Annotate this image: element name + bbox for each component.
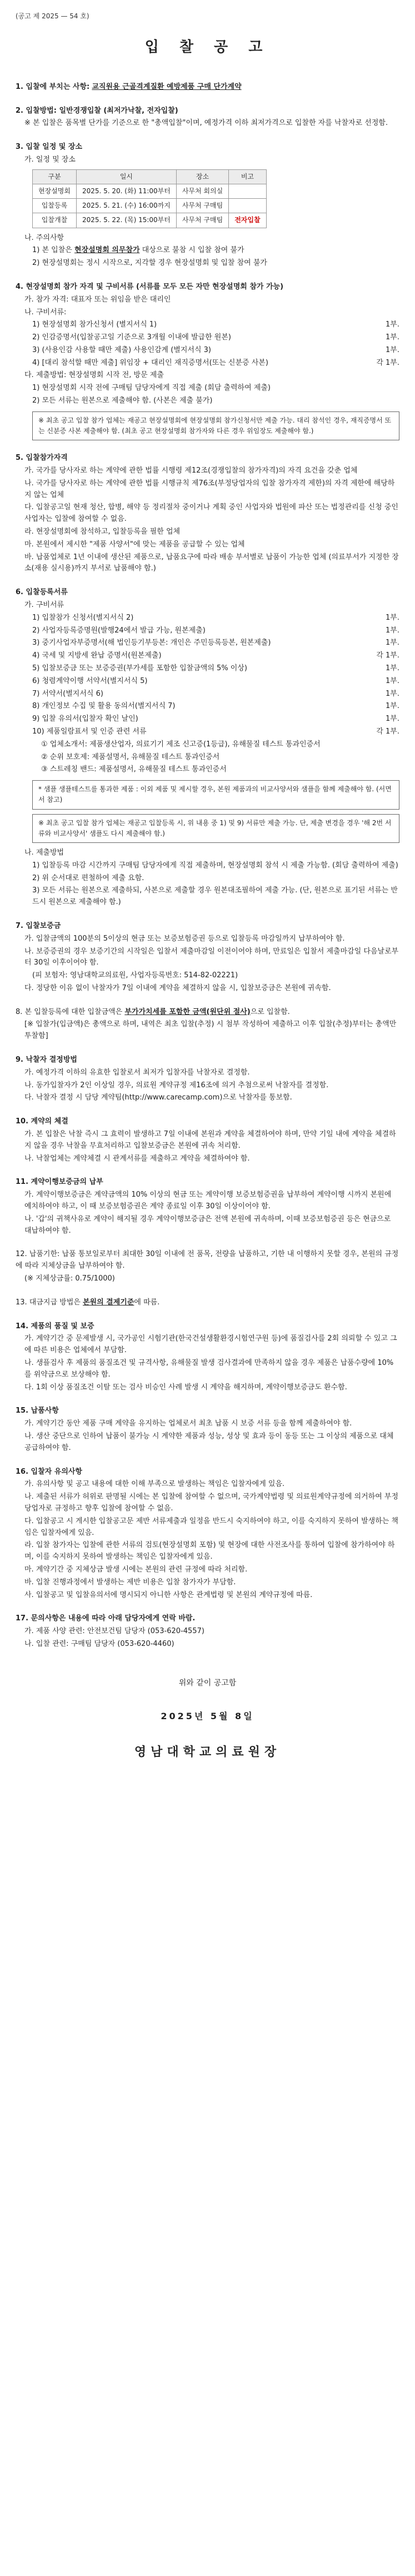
- section-4-title: 4. 현장설명회 참가 자격 및 구비서류 (서류를 모두 모든 자만 현장설명회 참가 가능): [16, 282, 284, 291]
- section-9: [16, 1054, 399, 1104]
- schedule-cell-note: 전자입찰: [229, 213, 266, 228]
- schedule-table: [32, 169, 267, 228]
- list-item: [16, 612, 399, 624]
- note-text: 대상으로 불참 시 입찰 참여 불가: [139, 246, 244, 255]
- section-2-title: 2. 입찰방법: 일반경쟁입찰 (최저가낙찰, 전자입찰): [16, 106, 178, 115]
- list-item: (피 보험자: 영남대학교의료원, 사업자등록번호: 514-82-02221): [32, 971, 238, 980]
- list-item: 다. 1회 이상 품질조건 이탈 또는 검사 비승인 사례 발생 시 계약을 해지하며, 계약이행보증금도 환수함.: [24, 1383, 347, 1392]
- section-12-note: (※ 지체상금률: 0.75/1000): [24, 1274, 115, 1283]
- item-text: 2) 인감증명서(입찰공고일 기준으로 3개월 이내에 발급한 원본): [32, 333, 231, 342]
- item-text: 4) 국세 및 지방세 완납 증명서(원본제출): [32, 651, 162, 660]
- section-6-notice-box-1: * 샘플 생플테스트를 통과한 제품 : 이외 제품 및 제시할 경우, 본원 제품과의 비교사양서와 샘플을 함께 제출해야 함. (서면서 참고): [32, 780, 399, 809]
- schedule-cell: 사무처 구매팀: [176, 199, 228, 213]
- schedule-header: 장소: [176, 169, 228, 184]
- section-12: [16, 1249, 399, 1284]
- highlight: 부가가치세를 포함한 금액(원단위 절사): [124, 1007, 251, 1016]
- list-item: [16, 689, 399, 700]
- schedule-header: 구분: [33, 169, 77, 184]
- section-14-title: 14. 제품의 품질 및 보증: [16, 1322, 94, 1330]
- item-text: 5) 입찰보증금 또는 보증증권(부가세를 포함한 입찰금액의 5% 이상): [32, 664, 247, 672]
- table-row: [33, 184, 267, 198]
- section-6: [16, 587, 399, 908]
- item-text: 7) 서약서(별지서식 6): [32, 689, 103, 698]
- section-6-b2: 2) 위 순서대로 편철하여 제출 요함.: [32, 873, 144, 882]
- section-12-text: 12. 납품기한: 납품 통보일로부터 최대한 30일 이내에 전 품목, 전량을 납품하고, 기한 내 이행하지 못할 경우, 본원의 규정에 따라 지체상금을 납부하여야 함.: [16, 1250, 399, 1271]
- list-item: 나. 동가입찰자가 2인 이상일 경우, 의료원 계약규정 제16조에 의거 추첨으로써 낙찰자를 결정함.: [24, 1081, 329, 1089]
- item-text: 8) 개인정보 수집 및 활용 동의서(별지서식 7): [32, 702, 176, 711]
- section-1: [16, 82, 399, 93]
- list-item: 나. 생산 중단으로 인하여 납품이 불가능 시 계약한 제품과 성능, 성상 및 효과 등이 동등 또는 그 이상의 제품으로 대체 공급하여야 함.: [24, 1432, 394, 1452]
- section-7-title: 7. 입찰보증금: [16, 921, 61, 930]
- item-text: 1) 입찰참가 신청서(별지서식 2): [32, 613, 134, 622]
- list-item: 나. 생플검사 후 제품의 품질조건 및 규격사항, 유해물질 발생 검사결과에 만족하지 않을 경우 제품은 납품수량에 10%를 위약금으로 보상해야 함.: [24, 1359, 394, 1379]
- list-item: [16, 358, 399, 369]
- section-4-c1: 1) 현장설명회 시작 전에 구매팀 담당자에게 직접 제출 (회담 출력하여 제출): [32, 384, 271, 393]
- list-item: [16, 345, 399, 356]
- item-text: 3) 중기사업자부증명서(해 법인등기부등본: 개인은 주민등록등본, 원본제출): [32, 639, 271, 647]
- item-count: 1부.: [386, 702, 399, 711]
- list-item: 나. 보증증권의 경우 보증기간의 시작일은 입찰서 제출마감일 이전이어야 하며, 만료일은 입찰서 제출마감일 다음날로부터 30일 이후이어야 함.: [24, 947, 399, 967]
- section-3-sub: 가. 일정 및 장소: [24, 155, 76, 164]
- section-13: [16, 1297, 399, 1309]
- list-item: 라. 입찰 참가자는 입찰에 관한 서류의 검토(현장설명회 포함) 및 현장에 대한 사전조사를 통하여 입찰에 참가하여야 하며, 이를 숙지하지 못하여 발생하는 책임은 입찰자에게 있음.: [24, 1541, 395, 1561]
- section-15: [16, 1405, 399, 1454]
- section-4-b: 나. 구비서류:: [24, 308, 67, 317]
- section-9-title: 9. 낙찰자 결정방법: [16, 1056, 77, 1064]
- list-item: [16, 701, 399, 712]
- section-6-b3: 3) 모든 서류는 원본으로 제출하되, 사본으로 제출할 경우 원본대조필하여 제출 가능. (단, 원본으로 표기된 서류는 반드시 원본으로 제출해야 함.): [32, 886, 398, 907]
- section-6-b: 나. 제출방법: [24, 848, 64, 857]
- item-count: 1부.: [386, 345, 399, 354]
- section-8-note: [※ 입찰가(입금액)은 총액으로 하며, 내역은 최초 입찰(추정) 시 첨부 작성하여 제출하고 이후 입찰(추정)부터는 총액만 투찰함]: [24, 1020, 397, 1041]
- list-item: 가. 입찰금액의 100분의 5이상의 현금 또는 보증보험증권 등으로 입찰등록 마감일까지 납부하여야 함.: [24, 934, 345, 943]
- highlight: 본원의 결제기준: [82, 1298, 134, 1307]
- section-11-title: 11. 계약이행보증금의 납부: [16, 1178, 103, 1187]
- section-16-title: 16. 입찰자 유의사항: [16, 1467, 82, 1476]
- section-5-title: 5. 입찰참가자격: [16, 454, 68, 463]
- section-3: [16, 142, 399, 269]
- section-8-text: [16, 1007, 399, 1018]
- list-item: 나. 제출된 서류가 허위로 판명될 시에는 본 입찰에 참여할 수 없으며, 국가계약법령 및 의료원계약규정에 의거하여 부정당업자로 규정하고 향후 입찰에 참여할 수 없음.: [24, 1493, 399, 1513]
- list-item: 다. 입찰공고일 현재 청산, 합병, 해약 등 정리절차 중이거나 계획 중인 사업자와 법원에 파산 또는 법정관리를 신청 중인 사업자는 입찰에 참여할 수 없음.: [24, 503, 398, 524]
- list-item: 가. 계약기간 중 문제발생 시, 국가공인 시험기관(한국건설생활환경시험연구원 등)에 품질검사를 2회 의뢰할 수 있고 그에 따른 비용은 업체에서 부담함.: [24, 1334, 397, 1355]
- text: 에 따름.: [134, 1298, 160, 1307]
- section-5: [16, 453, 399, 575]
- section-2-note: ※ 본 입찰은 품목별 단가를 기준으로 한 "총액입찰"이며, 예정가격 이하 최저가격으로 입찰한 자를 낙찰자로 선정함.: [24, 119, 388, 128]
- list-item: 마. 본원에서 제시한 "제품 사양서"에 맞는 제품을 공급할 수 있는 업체: [24, 540, 245, 549]
- list-item: [16, 332, 399, 344]
- section-6-a: 가. 구비서류: [24, 601, 64, 610]
- item-count: 각 1부.: [376, 727, 399, 736]
- schedule-cell: 2025. 5. 21. (수) 16:00까지: [76, 199, 176, 213]
- section-3-note-1: [16, 245, 399, 257]
- list-item: [16, 714, 399, 725]
- section-3-title: 3. 입찰 일정 및 장소: [16, 143, 82, 152]
- page-title: 입 찰 공 고: [144, 39, 271, 56]
- notice-date: 2025년 5월 8일: [161, 1711, 254, 1722]
- schedule-header: 비고: [229, 169, 266, 184]
- section-6-b1: 1) 입찰등록 마감 시간까지 구매팀 담당자에게 직접 제출하며, 현장설명회 참석 시 제출 가능함. (회담 출력하여 제출): [32, 861, 398, 870]
- schedule-cell: [229, 199, 266, 213]
- table-row: [33, 213, 267, 228]
- schedule-header: 일시: [76, 169, 176, 184]
- section-15-title: 15. 납품사항: [16, 1407, 59, 1415]
- section-10-title: 10. 계약의 체결: [16, 1117, 68, 1126]
- list-item: [16, 726, 399, 738]
- section-1-text: 교직원용 근골격계질환 예방제품 구매 단가계약: [92, 82, 242, 91]
- list-item: 가. 계약기간 동안 제품 구매 계약을 유지하는 업체로서 최초 납품 시 보증 서류 등을 함께 제출하여야 함.: [24, 1419, 352, 1428]
- item-count: 1부.: [386, 613, 399, 622]
- item-count: 1부.: [386, 626, 399, 635]
- list-item: 나. '갑'의 귀책사유로 계약이 해지될 경우 계약이행보증금은 전액 본원에 귀속하며, 이때 보증보험증권 등은 현금으로 대납하여야 함.: [24, 1214, 391, 1235]
- item-text: 1) 현장설명회 참가신청서 (별지서식 1): [32, 320, 157, 329]
- section-11: [16, 1177, 399, 1237]
- list-item: 라. 현장설명회에 참석하고, 입찰등록을 필한 업체: [24, 528, 181, 536]
- table-row: [33, 199, 267, 213]
- text: 8. 본 입찰등록에 대한 입찰금액은: [16, 1007, 125, 1016]
- item-text: 9) 입찰 유의서(입찰자 확인 날인): [32, 715, 138, 724]
- schedule-cell: 현장설명회: [33, 184, 77, 198]
- list-item: [16, 663, 399, 675]
- item-count: 1부.: [386, 320, 399, 329]
- list-item: 가. 본 입찰은 낙찰 즉시 그 효력이 발생하고 7일 이내에 본원과 계약을 체결하여야 하며, 만약 기일 내에 계약을 체결하지 않을 경우 낙찰을 무효처리하고 입찰보증금은 본원에 귀속 처리함.: [24, 1130, 396, 1150]
- item-count: 1부.: [386, 639, 399, 647]
- section-4-notice-box: ※ 최초 공고 입찰 참가 업체는 재공고 현장설명회에 현장설명회 참가신청서만 제출 가능. 대리 참석인 경우, 재직증명서 또는 신분증 사본 제출해야 함. (최초 공고 현장설명회 참가자와 다른 경우 위임장도 제출해야 함.): [32, 411, 399, 440]
- schedule-cell: 입찰등록: [33, 199, 77, 213]
- item-text: 2) 사업자등록증명원(발행24에서 발급 가능, 원본제출): [32, 626, 206, 635]
- section-3-sub2: 나. 주의사항: [24, 233, 64, 242]
- item-count: 1부.: [386, 664, 399, 672]
- list-item: 가. 제품 사양 관련: 안전보건팀 담당자 (053-620-4557): [24, 1627, 204, 1636]
- section-16: [16, 1467, 399, 1601]
- section-13-text: [16, 1297, 399, 1309]
- section-3-note-2: 2) 현장설명회는 정시 시작으로, 지각할 경우 현장설명회 및 입찰 참여 불가: [32, 259, 267, 268]
- list-item: 바. 납품업체로 1년 이내에 생산된 제품으로, 납품요구에 따라 배송 부서별로 납품이 가능한 업체 (의료부서가 지정한 장소(재용 실시용)까지 부서로 납품해야 함.): [24, 553, 399, 573]
- section-17-title: 17. 문의사항은 내용에 따라 아래 담당자에게 연락 바람.: [16, 1614, 196, 1623]
- section-4: [16, 282, 399, 440]
- note-highlight: 현장설명회 의무참가: [74, 246, 140, 255]
- item-text: 4) [대리 참석할 때만 제출] 위임장 + 대리인 재직증명서(또는 신분증 사본): [32, 358, 268, 367]
- list-item: 바. 입찰 진행과정에서 발생하는 제반 비용은 입찰 참가자가 부담함.: [24, 1578, 236, 1586]
- section-7: [16, 921, 399, 995]
- list-item: 가. 유의사항 및 공고 내용에 대한 이해 부족으로 발생하는 책임은 입찰자에게 있음.: [24, 1480, 285, 1489]
- list-item: [16, 625, 399, 637]
- list-item: 나. 낙찰업체는 계약체결 시 관계서류를 제출하고 계약을 체결하여야 함.: [24, 1154, 250, 1163]
- section-10: [16, 1116, 399, 1164]
- text: 으로 입찰함.: [250, 1007, 290, 1016]
- item-count: 각 1부.: [376, 358, 399, 367]
- section-4-a: 가. 참가 자격: 대표자 또는 위임을 받은 대리인: [24, 295, 171, 304]
- list-item: 나. 국가를 당사자로 하는 계약에 관한 법률 시행규칙 제76조(부정당업자의 입찰 참가자격 제한)의 자격 제한에 해당하지 않는 업체: [24, 479, 395, 499]
- schedule-cell: 사무처 구매팀: [176, 213, 228, 228]
- list-item: 가. 계약이행보증금은 계약금액의 10% 이상의 현금 또는 계약이행 보증보험증권을 납부하여 계약이행 시까지 본원에 예치하여야 하고, 이 때 보증보험증권은 계약 종료일 이후 30일 이상이어야 함.: [24, 1191, 392, 1211]
- item-text: 10) 제품일람표서 및 인증 관련 서류: [32, 727, 147, 736]
- list-item: 다. 입찰공고 시 게시한 입찰공고문 제반 서류제출과 일정을 반드시 숙지하여야 하고, 이를 숙지하지 못하여 발생하는 책임은 입찰자에게 있음.: [24, 1517, 399, 1537]
- list-item: 가. 국가를 당사자로 하는 계약에 관한 법률 시행령 제12조(경쟁입찰의 참가자격)의 자격 요건을 갖춘 업체: [24, 466, 358, 475]
- item-text: 3) (사용인감 사용할 때만 제출) 사용인감계 (별지서식 3): [32, 345, 211, 354]
- item-count: 1부.: [386, 676, 399, 685]
- schedule-cell: [229, 184, 266, 198]
- sub-item: ① 업체소개서: 제품생산업자, 의료기기 제조 신고증(1등급), 유해물질 테스트 통과인증서: [41, 740, 321, 749]
- section-4-c: 다. 제출방법: 현장설명회 시작 전, 방문 제출: [24, 371, 164, 380]
- note-text: 1) 본 입찰은: [32, 246, 74, 255]
- issuer-name: 영남대학교의료원장: [134, 1745, 281, 1759]
- section-17: [16, 1613, 399, 1650]
- item-text: 6) 청렴계약이행 서약서(별지서식 5): [32, 676, 148, 685]
- sub-item: ③ 스트레칭 밴드: 제품설명서, 유해물질 테스트 통과인증서: [41, 765, 227, 774]
- list-item: [16, 676, 399, 687]
- section-6-notice-box-2: ※ 최초 공고 입찰 참가 업체는 재공고 입찰등록 시, 위 내용 중 1) 및 9) 서류만 제출 가능. 단, 제출 변경을 경우 '해 2번 서류와 비교사양서' 샘플도 다시 제출해야 함.): [32, 814, 399, 843]
- section-8: [16, 1007, 399, 1042]
- item-count: 1부.: [386, 333, 399, 342]
- item-count: 1부.: [386, 689, 399, 698]
- section-6-title: 6. 입찰등록서류: [16, 588, 68, 597]
- schedule-cell: 2025. 5. 22. (목) 15:00부터: [76, 213, 176, 228]
- section-1-title: 1. 입찰에 부치는 사항:: [16, 82, 90, 91]
- list-item: 다. 정당한 이유 없이 낙찰자가 7일 이내에 계약을 체결하지 않을 시, 입찰보증금은 본원에 귀속함.: [24, 983, 331, 992]
- list-item: 마. 계약기간 중 지체상금 발생 시에는 본원의 관련 규정에 따라 처리함.: [24, 1565, 248, 1574]
- list-item: 사. 입찰공고 및 입찰유의서에 명시되지 아니한 사항은 관계법령 및 본원의 계약규정에 따름.: [24, 1590, 313, 1599]
- text: 13. 대금지급 방법은: [16, 1298, 83, 1307]
- list-item: 가. 예정가격 이하의 유효한 입찰로서 최저가 입찰자를 낙찰자로 결정함.: [24, 1068, 250, 1077]
- closing-text: 위와 같이 공고함: [178, 1678, 237, 1688]
- list-item: 나. 입찰 관련: 구매팀 담당자 (053-620-4460): [24, 1639, 174, 1648]
- schedule-cell: 입찰개찰: [33, 213, 77, 228]
- publication-number: (공고 제 2025 — 54 호): [16, 12, 89, 20]
- section-4-c2: 2) 모든 서류는 원본으로 제출해야 함. (사본은 제출 불가): [32, 396, 213, 405]
- schedule-cell: 사무처 회의실: [176, 184, 228, 198]
- list-item: 다. 낙찰자 결정 시 담당 계약팀(http://www.carecamp.com)으로 낙찰자를 통보함.: [24, 1093, 292, 1102]
- item-count: 각 1부.: [376, 651, 399, 660]
- sub-item: ② 순위 보호제: 제품설명서, 유해물질 테스트 통과인증서: [41, 752, 220, 761]
- list-item: [16, 637, 399, 649]
- section-2: [16, 106, 399, 130]
- list-item: [16, 650, 399, 662]
- schedule-cell: 2025. 5. 20. (화) 11:00부터: [76, 184, 176, 198]
- list-item: [16, 319, 399, 331]
- item-count: 1부.: [386, 715, 399, 724]
- section-14: [16, 1321, 399, 1394]
